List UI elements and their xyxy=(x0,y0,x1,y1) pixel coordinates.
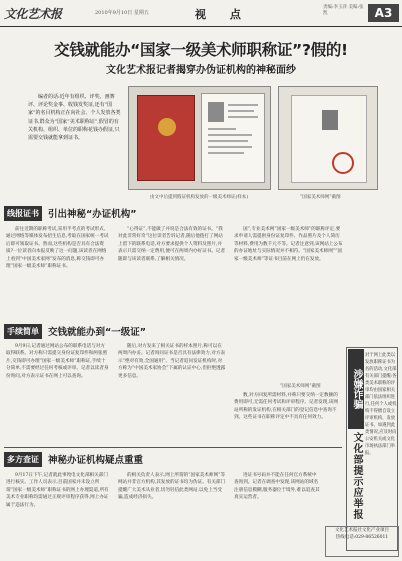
article-column: 9月9日,记者通过网站公布的联系电话与对方取得联系。对方称只需提交身份证复印件和两张照片,交钱即可办理“国家一级美术师”职称证,手续十分简单,不需要经过任何考核或评审。记者以读者身份询问,对方表示证书在网上可以查询。 xyxy=(6,344,109,379)
promo-phone: 热线电话:029-86526011 xyxy=(335,535,389,540)
promo-line: 文化艺术报社文化产业项目 xyxy=(335,528,389,533)
sidebar-title: 文化部提示应举报 xyxy=(351,432,362,520)
dateline: 2010年9月10日 星期五 xyxy=(95,10,149,16)
article-column: 前往近期的职称考试,采用半考点的考试形式,通过网络等媒体发布招生信息,考取在国家统一考试后即可领取证书。然而,这些机构是否具有合法资质?一位读者向本报反映了这一问题,该读者在网络上看到“中国美术家网”发布的消息,称交钱即可办理“国家一级美术师”职称证书。 xyxy=(6,227,109,270)
article-column: 国”,专业美术网“国家一级美术师”的职称评定,要求申请人需提供身份证复印件、作品照片及个人简历等材料,费用为数千元不等。记者注意到,该网站上公布的办证地址与实际情况并不相符。“国家美术师网”“国家一级美术师”等证书目前在网上仍在发放。 xyxy=(234,227,343,262)
article-column: “心得证”,不能做了并说是合法有效的证书。“我对此非常好奇”这位读者告诉记者,随后他拨打了网站上留下的联系电话,对方要求提供个人资料及照片,并表示只需交纳一定费用,便可在两周内办好证书。记者随即与该读者联系,了解相关情况。 xyxy=(118,227,226,262)
website-screenshot-photo xyxy=(278,86,378,190)
editor-credits: 责编:李玉萍 美编:张凯 xyxy=(323,5,364,16)
subheadline: 文化艺术报记者揭穿办伪证机构的神秘面纱 xyxy=(106,65,296,76)
photo-caption: 由文中后提到假证机构发放的一级美术师证(样本) xyxy=(150,195,249,200)
headline: 交钱就能办“国家一级美术师职称证”?假的! xyxy=(54,41,348,59)
certificate-photo xyxy=(128,86,271,190)
article-column: 随后,对方发来了相关证书的样本照片,称可以在两周内办妥。记者询问证书是否具有法律效力,对方表示“绝对有效,全国通用”。当记者追问发证机构时,对方称为“中国美术家协会”下属的认证中心,但拒绝透露更多信息。 xyxy=(118,344,226,379)
emblem-icon xyxy=(158,118,176,136)
sidebar-text: 对于网上此类以发放职称证书为名的活动,文化部有关部门提醒:各类美术职称的评审均由国家相关部门依法组织进行,任何个人或机构不得擅自设立评审机构、发放证书。如遇到此类情况,应及时向公安机关或文化市场执法部门举报。 xyxy=(365,353,397,456)
section-heading-1 xyxy=(4,205,137,221)
red-seal-icon xyxy=(332,152,354,174)
photo-caption: “国家美术师网”截图 xyxy=(300,195,341,200)
promo-box xyxy=(325,526,399,557)
certificate-cover xyxy=(137,95,195,181)
editor-note: 编者的话:近年有组织、评奖、画赛评、评论奖金事、收钱发奖证,还有“国家”的名目机构正在向社会、个人发放各类证书,群众为“国家“美术职称证”,假冒的有关机构、组织、单位的职称花钱办假证,只需要交钱就能拿到证书。 xyxy=(28,94,121,142)
sidebar-box xyxy=(346,347,398,551)
divider xyxy=(4,447,342,448)
section-heading-2 xyxy=(4,323,146,339)
section-tag: 手续简单 xyxy=(4,324,42,339)
section-title: 神秘办证机构疑点重重 xyxy=(48,455,144,466)
section-name: 视 点 xyxy=(195,8,251,21)
page-number: A3 xyxy=(368,4,399,22)
certificate-inner-page xyxy=(201,93,265,183)
section-tag: 多方查证 xyxy=(4,452,42,467)
portrait-placeholder xyxy=(208,102,224,122)
section-heading-3 xyxy=(4,451,143,467)
section-tag: 线报证书 xyxy=(4,206,42,221)
article-column: 进证书号码并不能在任何官方系统中查询到。记者在调查中发现,该网站的域名注册信息模糊,服务器位于境外,难以追查其真实运营者。 xyxy=(234,473,320,501)
article-column: 的相关负责人表示,网上所谓的“国家美术师网”等网站并非官方机构,其发放的证书均为伪证。有关部门提醒广大美术从业者,切勿轻信此类网站,以免上当受骗,造成经济损失。 xyxy=(118,473,226,501)
box-caption: “国家美术师网”截图 xyxy=(280,384,321,389)
article-column: 9月17日下午,记者就此事致电文化部相关部门进行核实。工作人员表示,目前国家并未设立所谓“国家一级美术师”职称证书的网上办理渠道,所有美术专业职称均需通过正规评审程序获得,网上办证属于违法行为。 xyxy=(6,473,109,508)
certificate-document xyxy=(291,95,367,183)
article-column: 数,对方回复所需材料,并称只要交纳一定数额的费用即可,无需任何考试和评审程序。记者发现,该网站所称的发证机构,在相关部门的登记信息中查询不到。这些证书在职称评定中不具有任何效力。 xyxy=(234,393,338,421)
sidebar-tag: 涉嫌诈骗 xyxy=(348,349,364,429)
portrait-placeholder xyxy=(322,110,338,130)
section-title: 引出神秘“办证机构” xyxy=(48,209,137,220)
masthead xyxy=(0,0,402,27)
section-title: 交钱就能办到“一级证” xyxy=(48,327,146,338)
newspaper-logo: 文化艺术报 xyxy=(4,7,62,21)
